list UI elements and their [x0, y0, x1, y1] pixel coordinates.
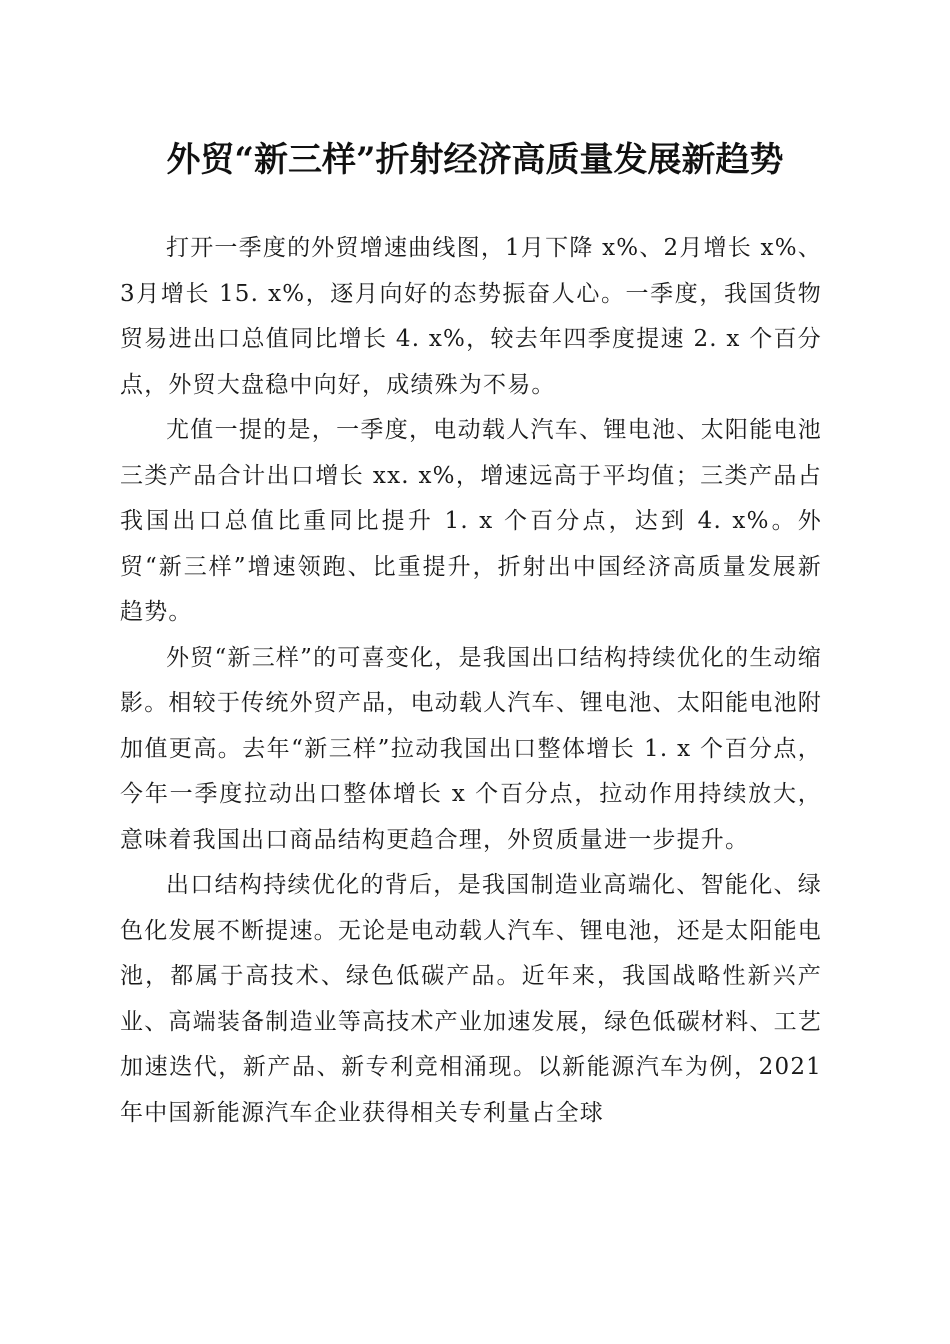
document-body: [120, 226, 822, 1136]
paragraph: 外贸“新三样”的可喜变化，是我国出口结构持续优化的生动缩影。相较于传统外贸产品，电动载人汽车、锂电池、太阳能电池附加值更高。去年“新三样”拉动我国出口整体增长 1. x 个百分点，今年一季度拉动出口整体增长 x 个百分点，拉动作用持续放大，意味着我国出口商品结构更趋合理，外贸质量进一步提升。: [120, 644, 822, 853]
paragraph: 尤值一提的是，一季度，电动载人汽车、锂电池、太阳能电池三类产品合计出口增长 xx. x%，增速远高于平均值；三类产品占我国出口总值比重同比提升 1. x 个百分点，达到 4. x%。外贸“新三样”增速领跑、比重提升，折射出中国经济高质量发展新趋势。: [120, 417, 822, 625]
paragraph: 打开一季度的外贸增速曲线图，1月下降 x%、2月增长 x%、3月增长 15. x%，逐月向好的态势振奋人心。一季度，我国货物贸易进出口总值同比增长 4. x%，较去年四季度提速 2. x 个百分点，外贸大盘稳中向好，成绩殊为不易。: [120, 235, 822, 398]
paragraph: 出口结构持续优化的背后，是我国制造业高端化、智能化、绿色化发展不断提速。无论是电动载人汽车、锂电池，还是太阳能电池，都属于高技术、绿色低碳产品。近年来，我国战略性新兴产业、高端装备制造业等高技术产业加速发展，绿色低碳材料、工艺加速迭代，新产品、新专利竞相涌现。以新能源汽车为例，2021 年中国新能源汽车企业获得相关专利量占全球: [120, 872, 822, 1126]
document-title: 外贸“新三样”折射经济高质量发展新趋势: [166, 140, 784, 180]
